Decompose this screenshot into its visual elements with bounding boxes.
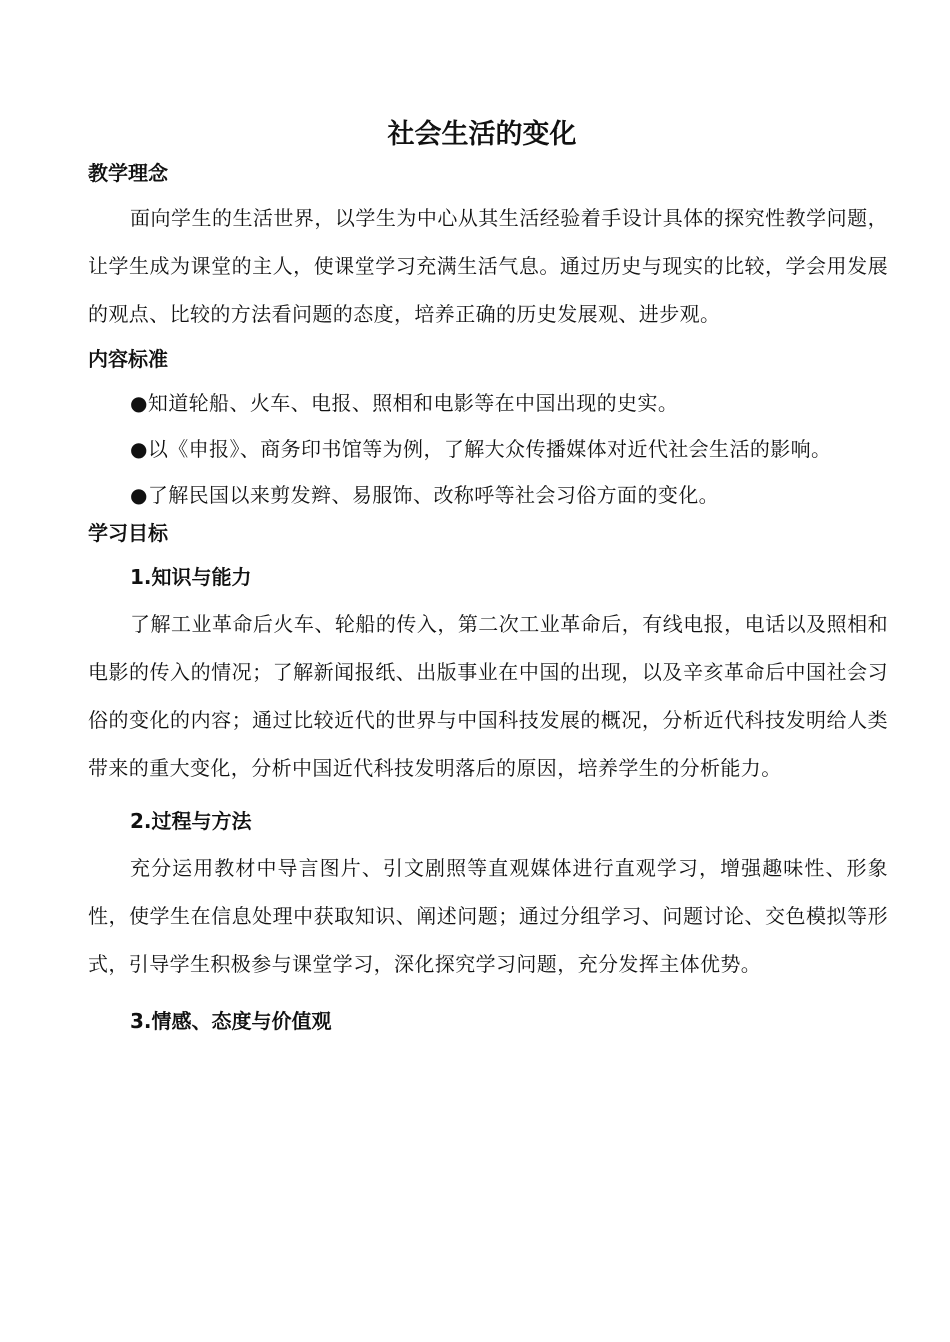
standards-item: ●以《申报》、商务印书馆等为例，了解大众传播媒体对近代社会生活的影响。 (130, 437, 832, 461)
section-heading-goals: 学习目标 (88, 521, 168, 545)
standards-item: ●知道轮船、火车、电报、照相和电影等在中国出现的史实。 (130, 391, 679, 415)
section-heading-philosophy: 教学理念 (88, 161, 168, 185)
goal-paragraph-process: 充分运用教材中导言图片、引文剧照等直观媒体进行直观学习，增强趣味性、形象性，使学生在信息处理中获取知识、阐述问题；通过分组学习、问题讨论、交色模拟等形式，引导学生积极参与课堂学习，深化探究学习问题，充分发挥主体优势。 (88, 856, 888, 976)
goal-heading-process: 2.过程与方法 (130, 809, 252, 833)
philosophy-paragraph: 面向学生的生活世界，以学生为中心从其生活经验着手设计具体的探究性教学问题，让学生成为课堂的主人，使课堂学习充满生活气息。通过历史与现实的比较，学会用发展的观点、比较的方法看问题的态度，培养正确的历史发展观、进步观。 (88, 206, 888, 326)
document-page (88, 112, 888, 1044)
standards-item: ●了解民国以来剪发辫、易服饰、改称呼等社会习俗方面的变化。 (130, 483, 720, 507)
document-title: 社会生活的变化 (387, 119, 577, 150)
goal-heading-values: 3.情感、态度与价值观 (130, 1009, 332, 1033)
goal-paragraph-knowledge: 了解工业革命后火车、轮船的传入，第二次工业革命后，有线电报，电话以及照相和电影的传入的情况；了解新闻报纸、出版事业在中国的出现，以及辛亥革命后中国社会习俗的变化的内容；通过比较近代的世界与中国科技发展的概况，分析近代科技发明给人类带来的重大变化，分析中国近代科技发明落后的原因，培养学生的分析能力。 (88, 612, 888, 780)
section-heading-standards: 内容标准 (88, 347, 168, 371)
goal-heading-knowledge: 1.知识与能力 (130, 565, 252, 589)
